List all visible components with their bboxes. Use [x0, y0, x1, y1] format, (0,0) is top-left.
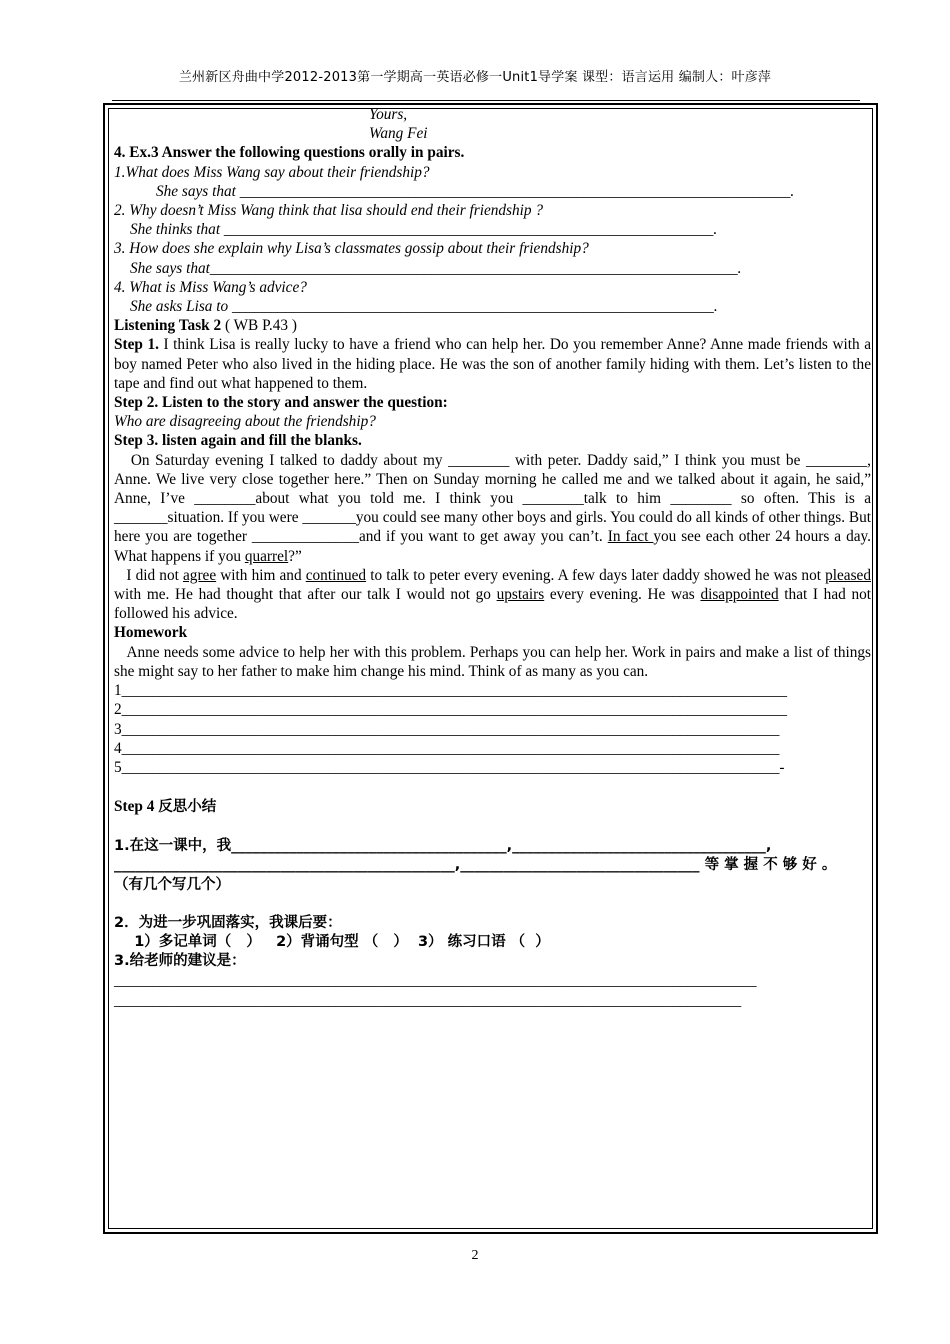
- page-number: 2: [471, 1248, 479, 1263]
- ex3-question-1: 1.What does Miss Wang say about their friendship?: [114, 163, 430, 181]
- listening-question: Who are disagreeing about the friendship?: [114, 413, 376, 431]
- reflection-item-3: 3.给老师的建议是：: [114, 953, 246, 970]
- homework-text: Anne needs some advice to help her with this problem. Perhaps you can help her. Work in pairs and make a list of things she might say to her father to make him change his mind. Think of as many as you can.: [114, 643, 875, 680]
- header-rule: [112, 100, 860, 101]
- reflection-item-1-cont: _______________________________________________,_________________________________ 等 掌 握 不 够 好 。: [114, 857, 837, 874]
- page-header: 兰州新区舟曲中学2012-2013第一学期高一英语必修一Unit1导学案 课型：语言运用 编制人：叶彦萍: [178, 70, 772, 85]
- homework-title: Homework: [114, 624, 188, 642]
- homework-line-2: 2_______________________________________________________________________________________: [114, 701, 788, 719]
- letter-closing: Yours,: [369, 106, 408, 123]
- reflection-item-1: 1.在这一课中，我______________________________________,___________________________________,: [114, 838, 772, 855]
- homework-line-3: 3______________________________________________________________________________________: [114, 720, 780, 738]
- reflection-line-2: __________________________________________________________________________________: [114, 991, 742, 1009]
- ex3-heading: 4. Ex.3 Answer the following questions orally in pairs.: [114, 144, 465, 162]
- story-paragraph-1: On Saturday evening I talked to daddy about my ________ with peter. Daddy said,” I think you must be ________, Anne. We live very close together here.” Then on Sunday morning he called me and we talked about it again, he said,” Anne, I’ve ________about what you told me. I think you ________talk to him ________ so often. This is a _______situation. If you were _______you could see many other boys and girls. You could do all kinds of other things. But here you are together ______________and if you want to get away you can’t. In fact you see each other 24 hours a day. What happens if you quarrel?”: [114, 451, 875, 565]
- homework-line-1: 1_______________________________________________________________________________________: [114, 682, 788, 700]
- reflection-line-1: ____________________________________________________________________________________: [114, 972, 757, 990]
- ex3-answer-3: She says that_____________________________________________________________________.: [130, 259, 742, 277]
- story-paragraph-2: I did not agree with him and continued to talk to peter every evening. A few days later daddy showed he was not pleased with me. He had thought that after our talk I would not go upstairs every evening. He was disappointed that I had not followed his advice.: [114, 566, 875, 623]
- homework-line-4: 4______________________________________________________________________________________: [114, 739, 780, 757]
- worksheet-content: [114, 105, 875, 1010]
- letter-signature: Wang Fei: [369, 125, 428, 143]
- homework-line-5: 5______________________________________________________________________________________-: [114, 758, 785, 776]
- listening-step-1: Step 1. I think Lisa is really lucky to have a friend who can help her. Do you remember Anne? Anne made friends with a boy named Peter who also lived in the hiding place. He was the son of another family hiding with them. Let’s listen to the tape and find out what happened to them.: [114, 336, 872, 392]
- ex3-answer-2: She thinks that ________________________________________________________________.: [130, 221, 718, 239]
- ex3-answer-1: She says that ________________________________________________________________________.: [156, 182, 795, 200]
- ex3-answer-4: She asks Lisa to _______________________________________________________________.: [130, 298, 718, 316]
- reflection-title: Step 4 反思小结: [114, 798, 217, 816]
- listening-task-title: Listening Task 2 ( WB P.43 ): [114, 317, 297, 335]
- listening-step-3: Step 3. listen again and fill the blanks.: [114, 432, 362, 450]
- ex3-question-4: 4. What is Miss Wang’s advice?: [114, 278, 307, 296]
- reflection-item-2-options: 1）多记单词（ ） 2）背诵句型 （ ） 3） 练习口语 （ ）: [114, 933, 550, 950]
- ex3-question-2: 2. Why doesn’t Miss Wang think that lisa should end their friendship ?: [114, 202, 544, 220]
- ex3-question-3: 3. How does she explain why Lisa’s classmates gossip about their friendship?: [114, 240, 589, 258]
- listening-step-2: Step 2. Listen to the story and answer the question:: [114, 394, 448, 412]
- reflection-item-2: 2．为进一步巩固落实，我课后要：: [114, 914, 342, 931]
- reflection-note: （有几个写几个）: [114, 876, 230, 893]
